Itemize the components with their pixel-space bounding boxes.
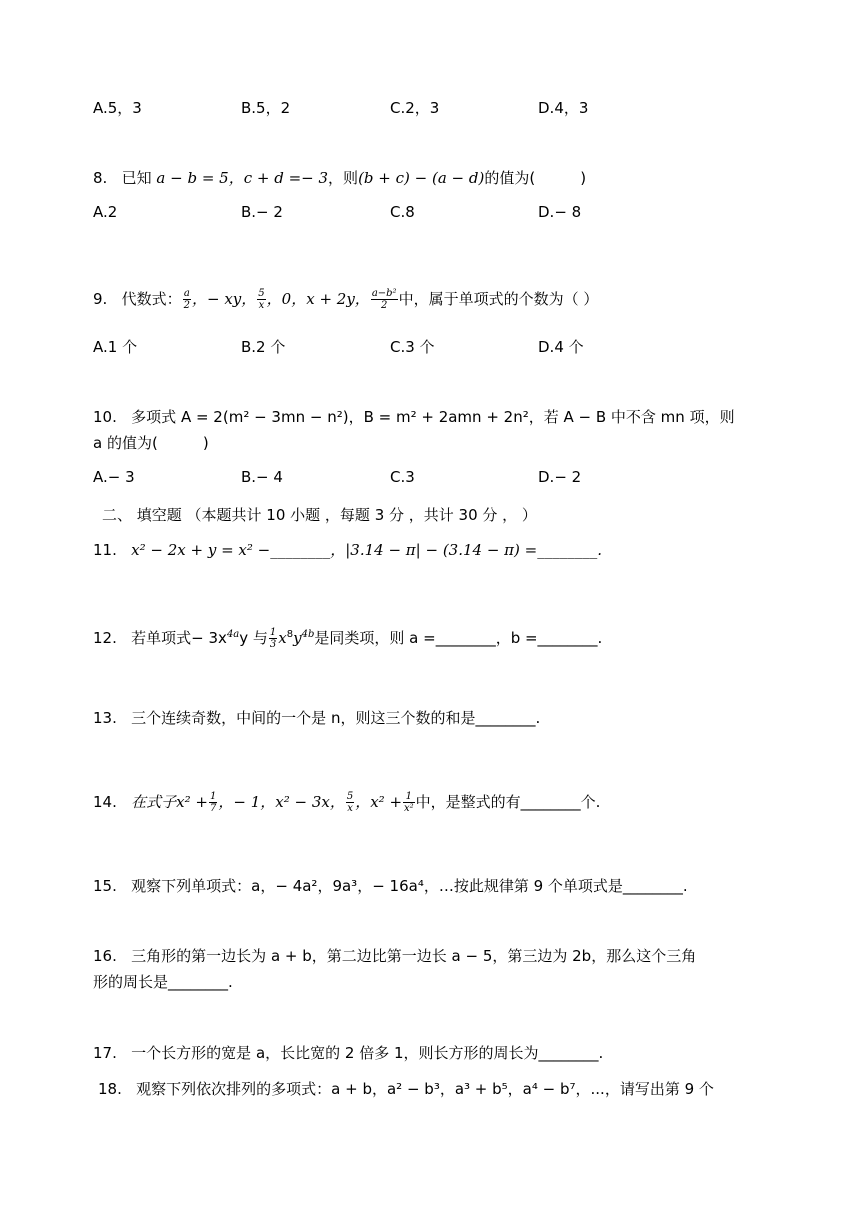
q14-frac3 bbox=[403, 791, 415, 814]
q10-option-c: C.3 bbox=[390, 468, 415, 486]
q9-options bbox=[93, 336, 793, 356]
q10-options bbox=[93, 468, 793, 488]
q12-mid3: y bbox=[293, 629, 302, 647]
q15 bbox=[93, 876, 688, 896]
q7-option-b: B.5，2 bbox=[241, 99, 291, 117]
q9-frac2-den: x bbox=[258, 300, 265, 311]
q8-pre: 已知 bbox=[121, 169, 152, 187]
q9-frac1-num: a bbox=[183, 288, 190, 299]
q13-number: 13. bbox=[93, 709, 117, 727]
q17-text: 一个长方形的宽是 a，长比宽的 2 倍多 1，则长方形的周长为________. bbox=[131, 1044, 604, 1062]
q14-post: 中，是整式的有________个. bbox=[415, 793, 601, 811]
q14-frac3-num: 1 bbox=[403, 791, 415, 803]
q9-option-c: C.3 个 bbox=[390, 338, 435, 356]
q8-stem bbox=[93, 168, 586, 188]
q14-frac2 bbox=[346, 791, 354, 814]
q15-text: 观察下列单项式：a，− 4a²，9a³，− 16a⁴，…按此规律第 9 个单项式是________. bbox=[131, 877, 688, 895]
q9-frac2-num: 5 bbox=[258, 288, 265, 299]
q11-text: x² − 2x + y = x² −________，|3.14 − π| − (3.14 − π) =________. bbox=[131, 541, 602, 559]
q12-sup2: 8 bbox=[286, 629, 294, 640]
q9-frac1-den: 2 bbox=[183, 300, 191, 311]
q13-text: 三个连续奇数，中间的一个是 n，则这三个数的和是________. bbox=[131, 709, 541, 727]
q10-stem-line2: a 的值为( ) bbox=[93, 434, 209, 452]
q8-option-c: C.8 bbox=[390, 203, 415, 221]
q7-option-a: A.5，3 bbox=[93, 99, 142, 117]
q18-number: 18. bbox=[98, 1080, 122, 1098]
q16-line2: 形的周长是________. bbox=[93, 973, 233, 991]
q8-option-a: A.2 bbox=[93, 203, 118, 221]
section-title: 二、 填空题 （本题共计 10 小题 ，每题 3 分 ，共计 30 分 ， ） bbox=[102, 506, 537, 524]
q14-frac3-den: x² bbox=[404, 803, 414, 814]
q14-number: 14. bbox=[93, 793, 117, 811]
q9-option-a: A.1 个 bbox=[93, 338, 138, 356]
q12-sup3: 4b bbox=[301, 629, 315, 640]
q8-number: 8. bbox=[93, 169, 108, 187]
q8-options bbox=[93, 203, 793, 223]
q12-frac bbox=[269, 627, 277, 650]
q8-mid: ，则 bbox=[328, 169, 359, 187]
q10-option-b: B.− 4 bbox=[241, 468, 283, 486]
q10-stem-line1 bbox=[93, 407, 735, 427]
q8-post: 的值为( ) bbox=[484, 169, 587, 187]
q11 bbox=[93, 540, 602, 560]
q12-frac-num: 1 bbox=[269, 627, 277, 638]
q7-options bbox=[93, 97, 793, 117]
q7-option-d: D.4，3 bbox=[538, 99, 589, 117]
q8-math2: (b + c) − (a − d) bbox=[358, 169, 485, 187]
q15-number: 15. bbox=[93, 877, 117, 895]
q17-number: 17. bbox=[93, 1044, 117, 1062]
q9-pre: 代数式： bbox=[121, 290, 182, 308]
q10-option-d: D.− 2 bbox=[538, 468, 582, 486]
q9-number: 9. bbox=[93, 290, 108, 308]
q14-frac2-den: x bbox=[347, 803, 353, 814]
q12-mid1: y 与 bbox=[239, 629, 268, 647]
q14-frac2-num: 5 bbox=[346, 791, 354, 802]
q7-option-c: C.2，3 bbox=[390, 99, 440, 117]
q12-frac-den: 3 bbox=[269, 639, 277, 650]
q12-number: 12. bbox=[93, 629, 117, 647]
q9-frac3 bbox=[371, 288, 398, 311]
q16-line1 bbox=[93, 946, 696, 966]
q17 bbox=[93, 1043, 603, 1063]
q16-text1: 三角形的第一边长为 a + b，第二边比第一边长 a − 5，第三边为 2b，那么这个三角 bbox=[131, 947, 697, 965]
q12-sup1: 4a bbox=[226, 629, 240, 640]
q14 bbox=[93, 787, 600, 817]
q8-option-b: B.− 2 bbox=[241, 203, 283, 221]
q12-post: 是同类项，则 a =________，b =________. bbox=[314, 629, 603, 647]
q8-math1: a − b = 5，c + d =− 3 bbox=[156, 169, 329, 187]
q16-number: 16. bbox=[93, 947, 117, 965]
q14-frac1-num: 1 bbox=[209, 791, 217, 802]
q12-pre: 若单项式− 3x bbox=[131, 629, 227, 647]
q10-number: 10. bbox=[93, 408, 117, 426]
q9-post: 中，属于单项式的个数为（ ） bbox=[398, 290, 599, 308]
q9-frac3-num: a−b² bbox=[371, 288, 397, 299]
q10-option-a: A.− 3 bbox=[93, 468, 135, 486]
q9-option-d: D.4 个 bbox=[538, 338, 584, 356]
q12-mid2: x bbox=[278, 629, 287, 647]
q9-frac1 bbox=[183, 288, 191, 311]
q14-t2: ，x² + bbox=[355, 793, 403, 811]
q14-pre: 在式子x² + bbox=[131, 793, 208, 811]
q8-option-d: D.− 8 bbox=[538, 203, 582, 221]
q14-frac1 bbox=[209, 791, 217, 814]
q12 bbox=[93, 620, 602, 653]
q9-t2: ，0，x + 2y， bbox=[266, 290, 370, 308]
q9-frac3-den: 2 bbox=[381, 300, 388, 311]
q9-stem bbox=[93, 284, 598, 314]
q10-line1: 多项式 A = 2(m² − 3mn − n²)，B = m² + 2amn + 2n²，若 A − B 中不含 mn 项，则 bbox=[131, 408, 735, 426]
q13 bbox=[93, 708, 540, 728]
q9-frac2 bbox=[257, 288, 265, 311]
q18-text: 观察下列依次排列的多项式：a + b，a² − b³，a³ + b⁵，a⁴ − b⁷，...，请写出第 9 个 bbox=[136, 1080, 714, 1098]
q14-frac1-den: 7 bbox=[209, 803, 217, 814]
q18 bbox=[98, 1079, 714, 1099]
q9-t1: ，− xy， bbox=[192, 290, 257, 308]
q9-option-b: B.2 个 bbox=[241, 338, 286, 356]
q14-t1: ，− 1，x² − 3x， bbox=[218, 793, 345, 811]
q11-number: 11. bbox=[93, 541, 117, 559]
